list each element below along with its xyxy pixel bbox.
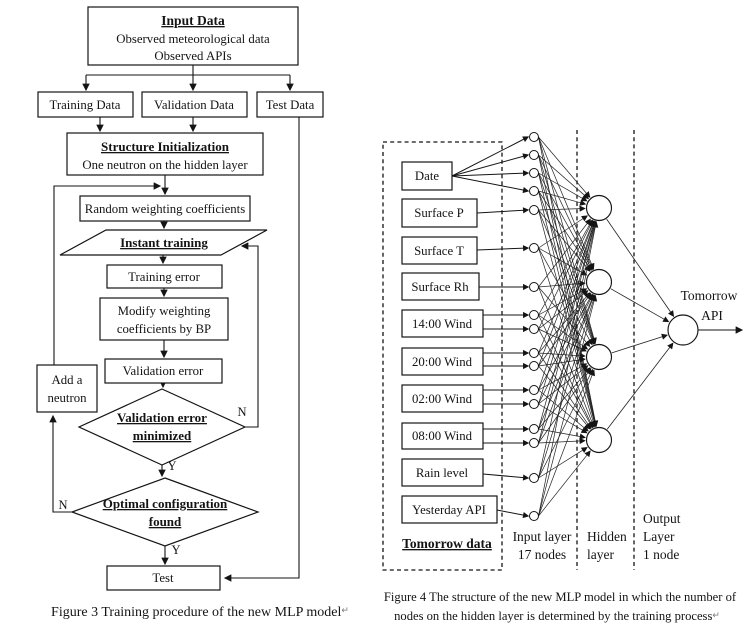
edge-input-hidden (539, 368, 590, 429)
input-label-wind-08: 08:00 Wind (411, 429, 473, 443)
input-node (530, 283, 539, 292)
decision1-diamond (79, 389, 245, 465)
decision1-line2: minimized (132, 428, 192, 443)
decision2-line1: Optimal configuration (102, 496, 228, 511)
network-edges (539, 137, 674, 516)
input-node (530, 439, 539, 448)
edge-hidden-output (607, 344, 672, 430)
input-node (530, 244, 539, 253)
connector-split (86, 65, 290, 75)
hidden-layer-label-line1: Hidden (587, 529, 627, 544)
decision1-no-feedback-line (242, 246, 258, 427)
modify-weights-line1: Modify weighting (117, 304, 211, 318)
input-arrow (452, 176, 528, 191)
output-node-group (668, 315, 698, 345)
input-arrow (452, 173, 528, 176)
input-node (530, 386, 539, 395)
input-node (530, 187, 539, 196)
network-graph (452, 133, 742, 521)
input-box-arrows (452, 137, 742, 516)
decision1-no-label: N (237, 405, 247, 419)
edge-input-hidden (539, 295, 593, 404)
input-data-line2: Observed APIs (154, 49, 232, 63)
hidden-node (587, 196, 612, 221)
figure4-caption-line1: Figure 4 The structure of the new MLP model in which the number of (383, 590, 737, 604)
decision1-line1: Validation error (117, 410, 207, 425)
output-node (668, 315, 698, 345)
input-label-surface-t: Surface T (414, 244, 464, 258)
input-arrow (452, 155, 528, 176)
decision2-no-label: N (58, 498, 68, 512)
edge-input-hidden (539, 296, 596, 516)
tomorrow-api-label-line1: Tomorrow (680, 288, 738, 303)
decision2-diamond (72, 478, 258, 546)
edge-input-hidden (539, 222, 597, 516)
input-data-line1: Observed meteorological data (116, 32, 270, 46)
input-label-yesterday-api: Yesterday API (412, 503, 486, 517)
instant-training-label: Instant training (120, 235, 208, 250)
edge-input-hidden (539, 173, 587, 201)
random-weights-label: Random weighting coefficients (84, 202, 246, 216)
input-label-surface-rh: Surface Rh (411, 280, 469, 294)
output-layer-label-line2: Layer (643, 529, 675, 544)
decision2-yes-label: Y (171, 543, 181, 557)
add-neutron-line2: neutron (47, 391, 87, 405)
input-node (530, 311, 539, 320)
input-node (530, 151, 539, 160)
edge-hidden-output (611, 289, 669, 322)
edge-input-hidden (539, 370, 593, 478)
output-layer-label-line1: Output (643, 511, 681, 526)
add-neutron-line1: Add a (51, 373, 83, 387)
input-node (530, 474, 539, 483)
tomorrow-api-label-line2: API (701, 308, 723, 323)
input-node (530, 133, 539, 142)
training-error-label: Training error (128, 270, 200, 284)
input-node (530, 206, 539, 215)
figure4-caption-line2: nodes on the hidden layer is determined by the training process↵ (394, 609, 720, 623)
test-data-label: Test Data (265, 98, 315, 112)
input-label-surface-p: Surface P (414, 206, 464, 220)
input-node (530, 325, 539, 334)
input-layer-label-line1: Input layer (512, 529, 572, 544)
edge-hidden-output (612, 335, 667, 353)
modify-weights-line2: coefficients by BP (116, 322, 212, 336)
input-label-wind-14: 14:00 Wind (411, 317, 473, 331)
input-label-date: Date (414, 169, 440, 183)
figure3-caption: Figure 3 Training procedure of the new MLP model↵ (51, 605, 349, 620)
decision2-line2: found (148, 514, 182, 529)
input-label-rain-level: Rain level (415, 466, 469, 480)
input-node (530, 362, 539, 371)
input-layer-label-line2: 17 nodes (517, 547, 567, 562)
input-label-wind-02: 02:00 Wind (411, 392, 473, 406)
edge-input-hidden (539, 294, 591, 366)
validation-data-label: Validation Data (154, 98, 234, 112)
hidden-node (587, 428, 612, 453)
figure4-network (383, 130, 742, 623)
training-data-label: Training Data (49, 98, 121, 112)
figure3-flowchart (37, 7, 349, 620)
input-data-title: Input Data (161, 13, 225, 28)
structure-init-title: Structure Initialization (101, 139, 229, 154)
hidden-node (587, 345, 612, 370)
edge-input-hidden (539, 451, 590, 516)
hidden-layer-label-line2: layer (587, 547, 614, 562)
input-node (530, 349, 539, 358)
input-layer-nodes (530, 133, 539, 521)
input-node (530, 400, 539, 409)
edge-hidden-output (607, 219, 674, 316)
tomorrow-data-label: Tomorrow data (402, 536, 492, 551)
hidden-node (587, 270, 612, 295)
input-label-wind-20: 20:00 Wind (411, 355, 473, 369)
validation-error-label: Validation error (122, 364, 204, 378)
structure-init-line1: One neutron on the hidden layer (82, 158, 248, 172)
test-label: Test (152, 571, 174, 585)
input-arrow (483, 474, 528, 478)
edge-input-hidden (539, 155, 589, 198)
input-arrow (452, 137, 528, 176)
input-node (530, 169, 539, 178)
output-layer-label-line3: 1 node (643, 547, 680, 562)
edge-input-hidden (539, 222, 595, 390)
input-node (530, 512, 539, 521)
input-node (530, 425, 539, 434)
decision1-yes-label: Y (167, 459, 177, 473)
